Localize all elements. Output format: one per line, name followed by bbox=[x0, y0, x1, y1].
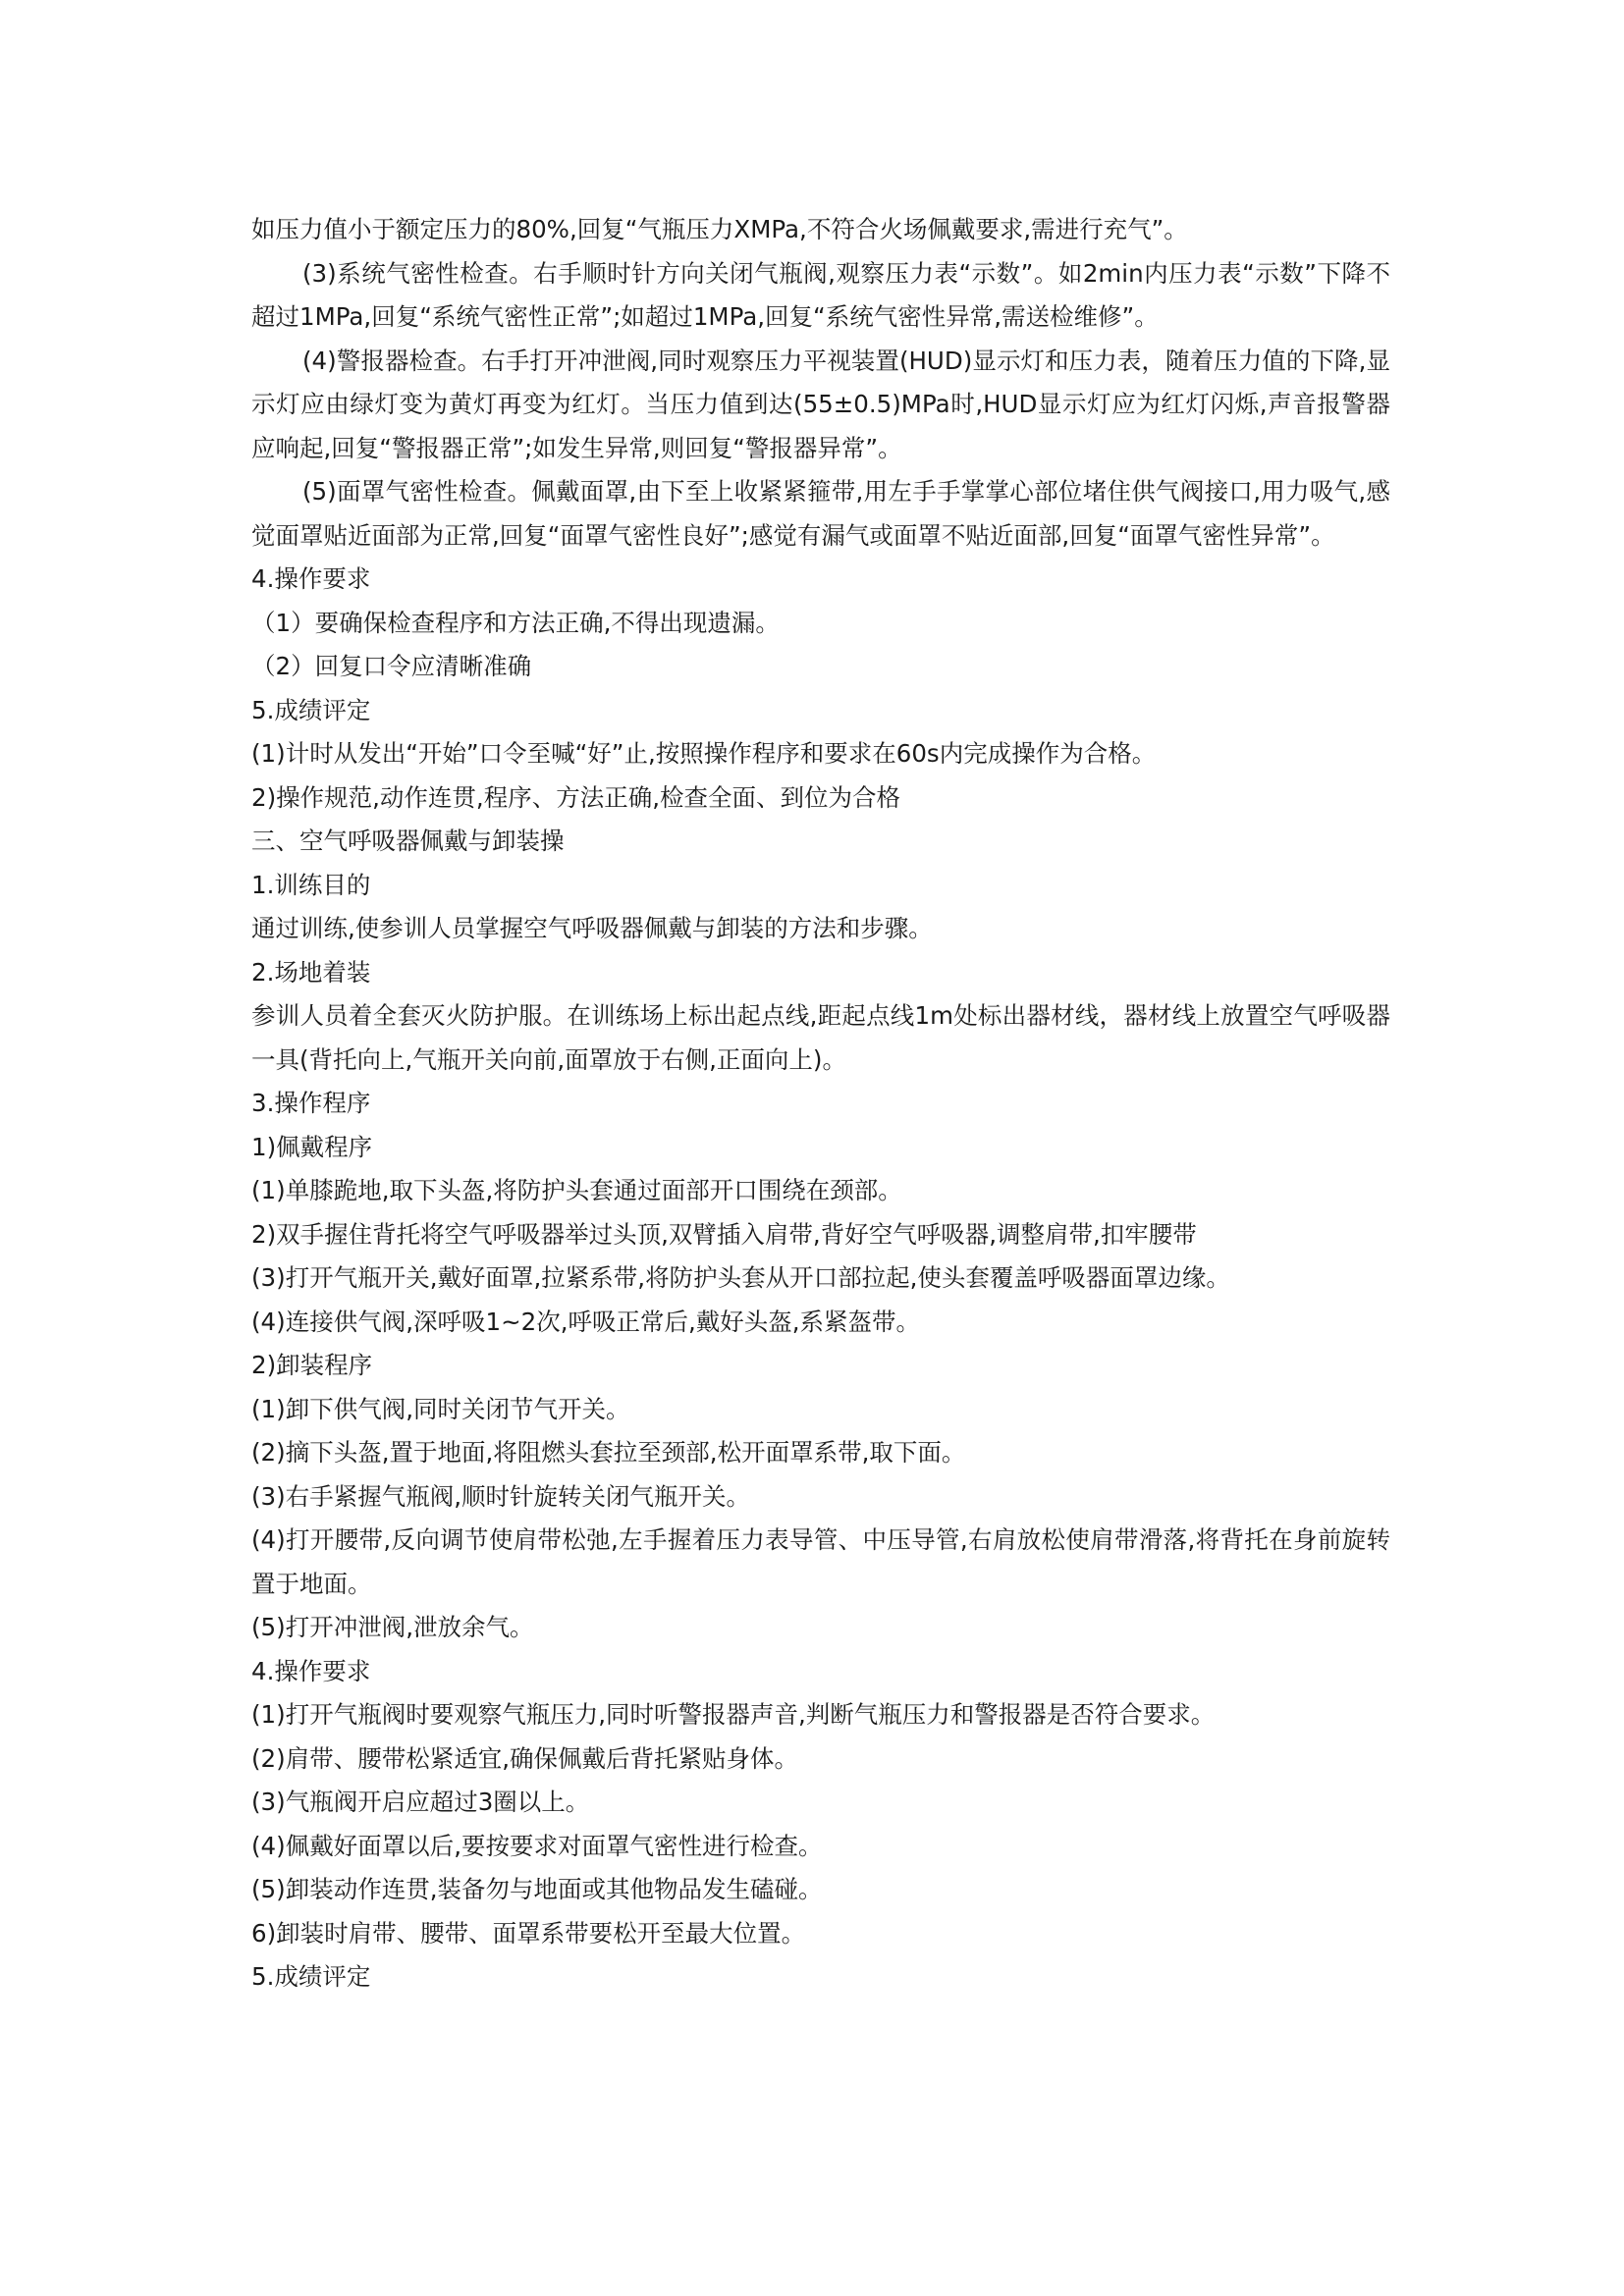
paragraph: 三、空气呼吸器佩戴与卸装操 bbox=[251, 827, 565, 855]
paragraph: （2）回复口令应清晰准确 bbox=[251, 652, 532, 680]
paragraph: (2)摘下头盔,置于地面,将阻燃头套拉至颈部,松开面罩系带,取下面。 bbox=[251, 1438, 966, 1467]
paragraph: (3)打开气瓶开关,戴好面罩,拉紧系带,将防护头套从开口部拉起,使头套覆盖呼吸器面罩边缘。 bbox=[251, 1263, 1230, 1292]
paragraph: 2)卸装程序 bbox=[251, 1351, 373, 1379]
paragraph: (4)连接供气阀,深呼吸1~2次,呼吸正常后,戴好头盔,系紧盔带。 bbox=[251, 1307, 921, 1336]
paragraph: 3.操作程序 bbox=[251, 1089, 371, 1117]
paragraph: (2)肩带、腰带松紧适宜,确保佩戴后背托紧贴身体。 bbox=[251, 1743, 798, 1773]
paragraph: (5)卸装动作连贯,装备勿与地面或其他物品发生磕碰。 bbox=[251, 1875, 823, 1903]
paragraph: (3)右手紧握气瓶阀,顺时针旋转关闭气瓶开关。 bbox=[251, 1481, 750, 1511]
paragraph: 5.成绩评定 bbox=[251, 1962, 371, 1991]
paragraph: (3)系统气密性检查。右手顺时针方向关闭气瓶阀,观察压力表“示数”。如2min内压力表“示数”下降不超过1MPa,回复“系统气密性正常”;如超过1MPa,回复“系统气密性异常,需送检维修”。 bbox=[251, 258, 1391, 331]
paragraph: (3)气瓶阀开启应超过3圈以上。 bbox=[251, 1788, 590, 1816]
paragraph: (4)警报器检查。右手打开冲泄阀,同时观察压力平视装置(HUD)显示灯和压力表，随着压力值的下降,显示灯应由绿灯变为黄灯再变为红灯。当压力值到达(55±0.5)MPa时,HUD显示灯应为红灯闪烁,声音报警器应响起,回复“警报器正常”;如发生异常,则回复“警报器异常”。 bbox=[251, 346, 1390, 462]
paragraph: 4.操作要求 bbox=[251, 1656, 371, 1685]
paragraph: 通过训练,使参训人员掌握空气呼吸器佩戴与卸装的方法和步骤。 bbox=[251, 914, 933, 942]
paragraph: (4)佩戴好面罩以后,要按要求对面罩气密性进行检查。 bbox=[251, 1831, 823, 1860]
paragraph: 1)佩戴程序 bbox=[251, 1132, 373, 1161]
paragraph: 4.操作要求 bbox=[251, 564, 371, 593]
paragraph: （1）要确保检查程序和方法正确,不得出现遗漏。 bbox=[251, 608, 780, 637]
paragraph: 1.训练目的 bbox=[251, 870, 371, 899]
paragraph: (1)单膝跪地,取下头盔,将防护头套通过面部开口围绕在颈部。 bbox=[251, 1176, 902, 1204]
paragraph: 2.场地着装 bbox=[251, 957, 371, 987]
paragraph: (1)卸下供气阀,同时关闭节气开关。 bbox=[251, 1394, 630, 1423]
paragraph: 2)操作规范,动作连贯,程序、方法正确,检查全面、到位为合格 bbox=[251, 782, 901, 812]
paragraph: 参训人员着全套灭火防护服。在训练场上标出起点线,距起点线1m处标出器材线，器材线上放置空气呼吸器一具(背托向上,气瓶开关向前,面罩放于右侧,正面向上)。 bbox=[251, 1001, 1390, 1074]
paragraph: (5)打开冲泄阀,泄放余气。 bbox=[251, 1613, 534, 1641]
document-page bbox=[251, 208, 1390, 2000]
paragraph: (4)打开腰带,反向调节使肩带松弛,左手握着压力表导管、中压导管,右肩放松使肩带滑落,将背托在身前旋转置于地面。 bbox=[251, 1525, 1390, 1598]
paragraph: 5.成绩评定 bbox=[251, 695, 371, 724]
paragraph: (5)面罩气密性检查。佩戴面罩,由下至上收紧紧箍带,用左手手掌掌心部位堵住供气阀接口,用力吸气,感觉面罩贴近面部为正常,回复“面罩气密性良好”;感觉有漏气或面罩不贴近面部,回复“面罩气密性异常”。 bbox=[251, 477, 1390, 550]
paragraph: (1)计时从发出“开始”口令至喊“好”止,按照操作程序和要求在60s内完成操作为合格。 bbox=[251, 739, 1157, 768]
paragraph: 6)卸装时肩带、腰带、面罩系带要松开至最大位置。 bbox=[251, 1918, 806, 1948]
paragraph: (1)打开气瓶阀时要观察气瓶压力,同时听警报器声音,判断气瓶压力和警报器是否符合要求。 bbox=[251, 1700, 1216, 1729]
paragraph: 2)双手握住背托将空气呼吸器举过头顶,双臂插入肩带,背好空气呼吸器,调整肩带,扣牢腰带 bbox=[251, 1219, 1197, 1249]
paragraph: 如压力值小于额定压力的80%,回复“气瓶压力XMPa,不符合火场佩戴要求,需进行充气”。 bbox=[251, 215, 1188, 243]
